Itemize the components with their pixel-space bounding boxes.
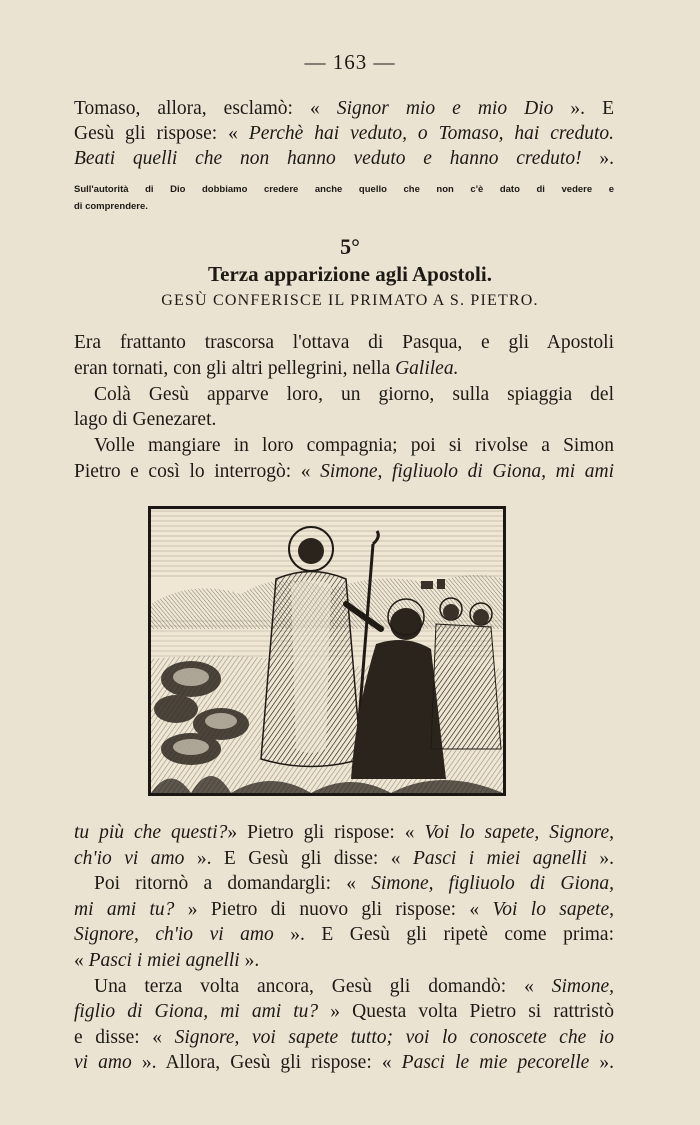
section-title: Terza apparizione agli Apostoli. [208, 262, 492, 286]
section-number: 5° [340, 234, 360, 259]
footnote: Sull'autorità di Dio dobbiamo credere anche quello che non c'è dato di vedere e di comprendere. [74, 184, 614, 212]
text-line: Colà Gesù apparve loro, un giorno, sulla spiaggia del [94, 383, 614, 405]
text-line: lago di Genezaret. [74, 409, 217, 431]
paragraph-pasci [74, 820, 614, 1076]
text-line: Poi ritornò a domandargli: « Simone, figliuolo di Giona, [94, 873, 614, 895]
text-line: figlio di Giona, mi ami tu? » Questa volta Pietro si rattristò [74, 1001, 614, 1023]
text-line: tu più che questi?» Pietro gli rispose: « Voi lo sapete, Signore, [74, 822, 615, 843]
section-subtitle: GESÙ CONFERISCE IL PRIMATO A S. PIETRO. [161, 292, 539, 309]
text-line: mi ami tu? » Pietro di nuovo gli rispose: « Voi lo sapete, [74, 898, 614, 920]
text-line: e disse: « Signore, voi sapete tutto; voi lo conoscete che io [74, 1026, 614, 1048]
text-line: ch'io vi amo ». E Gesù gli disse: « Pasci i miei agnelli ». [74, 847, 614, 869]
text-line: eran tornati, con gli altri pellegrini, nella Galilea. [74, 357, 459, 379]
text-line: Una terza volta ancora, Gesù gli domandò: « Simone, [94, 975, 614, 997]
paragraph-tomaso [74, 96, 614, 171]
text-line: vi amo ». Allora, Gesù gli rispose: « Pasci le mie pecorelle ». [74, 1052, 614, 1074]
text-line: Pietro e così lo interrogò: « Simone, figliuolo di Giona, mi ami [74, 460, 614, 482]
paragraph-galilea [74, 330, 614, 485]
text-line: « Pasci i miei agnelli ». [74, 949, 260, 971]
text-line: Era frattanto trascorsa l'ottava di Pasqua, e gli Apostoli [74, 332, 614, 353]
page-number: — 163 — [304, 50, 396, 74]
engraving-illustration [148, 506, 506, 796]
text-line: Volle mangiare in loro compagnia; poi si rivolse a Simon [94, 435, 614, 457]
text-line: Beati quelli che non hanno veduto e hanno creduto! ». [74, 148, 614, 169]
text-line: Tomaso, allora, esclamò: « Signor mio e mio Dio ». E [74, 98, 614, 119]
text-line: Gesù gli rispose: « Perchè hai veduto, o Tomaso, hai creduto. [74, 123, 614, 144]
jesus-and-peter-engraving [151, 509, 503, 793]
text-line: Signore, ch'io vi amo ». E Gesù gli ripetè come prima: [74, 924, 614, 946]
